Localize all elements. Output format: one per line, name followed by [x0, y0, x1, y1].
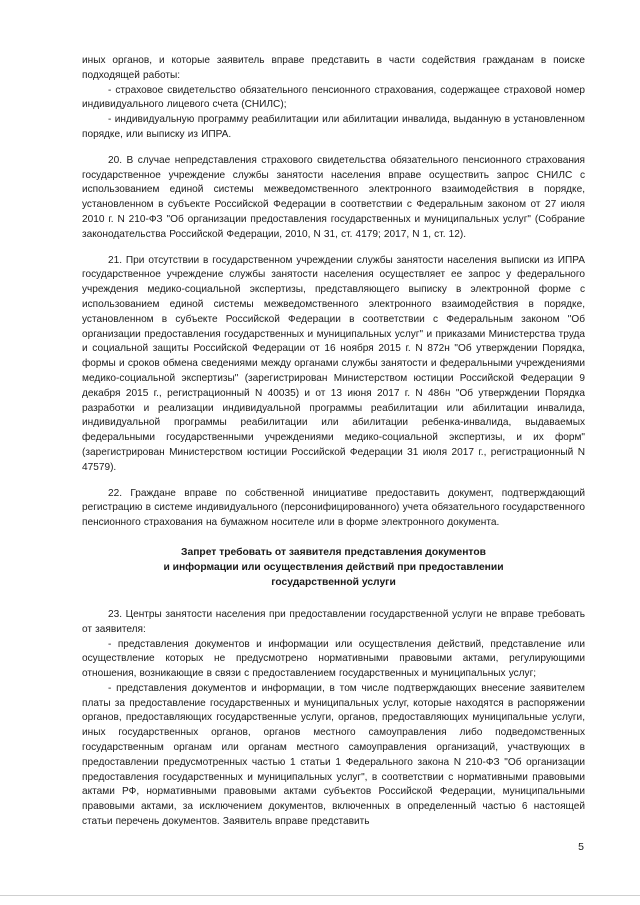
section-heading: [82, 545, 585, 590]
list-item-ipra: - индивидуальную программу реабилитации или абилитации инвалида, выданную в установленном порядке, или выписку из ИПРА.: [82, 114, 585, 140]
list-item-payment: - представления документов и информации, в том числе подтверждающих внесение заявителем платы за предоставление государственных и муниципальных услуг, которые находятся в распоряжении органов, предоставляющих государственные услуги, органов, предоставляющих муниципальные услуги, иных государственных органов, органов местного самоуправления либо подведомственных государственным органам или органам местного самоуправления организаций, участвующих в предоставлении предусмотренных частью 1 статьи 1 Федерального закона N 210-ФЗ "Об организации предоставления государственных и муниципальных услуг", в соответствии с нормативными правовыми актами РФ, нормативными правовыми актами субъектов Российской Федерации, муниципальными правовыми актами, за исключением документов, включенных в определенный частью 6 настоящей статьи перечень документов. Заявитель вправе представить: [82, 682, 585, 828]
paragraph-23: 23. Центры занятости населения при предоставлении государственной услуги не вправе требовать от заявителя:: [82, 608, 585, 635]
section-heading-line-3: государственной услуги: [271, 576, 396, 588]
paragraph-continuation: иных органов, и которые заявитель вправе представить в части содействия гражданам в поиске подходящей работы:: [82, 55, 585, 81]
paragraph-21: 21. При отсутствии в государственном учреждении службы занятости населения выписки из ИПРА государственное учреждение службы занятости населения осуществляет ее запрос у федерального учреждения медико-социальной экспертизы, представляющего выписку в электронной форме с использованием единой системы межведомственного электронного взаимодействия в порядке, установленном в субъекте Российской Федерации в соответствии с Федеральным законом "Об организации предоставления государственных и муниципальных услуг" и приказами Министерства труда и социальной защиты Российской Федерации от 16 ноября 2015 г. N 872н "Об утверждении Порядка, формы и сроков обмена сведениями между органами службы занятости и федеральными учреждениями медико-социальной экспертизы" (зарегистрирован Министерством юстиции Российской Федерации 9 декабря 2015 г., регистрационный N 40035) и от 13 июня 2017 г. N 486н "Об утверждении Порядка разработки и реализации индивидуальной программы реабилитации или абилитации инвалида, индивидуальной программы реабилитации или абилитации ребенка-инвалида, выдаваемых федеральными государственными учреждениями медико-социальной экспертизы, и их форм" (зарегистрирован Министерством юстиции Российской Федерации 31 июля 2017 г., регистрационный N 47579).: [82, 254, 585, 473]
section-heading-line-1: Запрет требовать от заявителя представления документов: [181, 546, 486, 558]
list-item-documents: - представления документов и информации или осуществления действий, представление или осуществление которых не предусмотрено нормативными правовыми актами, регулирующими отношения, возникающие в связи с предоставлением государственных и муниципальных услуг;: [82, 638, 585, 680]
paragraph-20: 20. В случае непредставления страхового свидетельства обязательного пенсионного страхования государственное учреждение службы занятости населения вправе осуществить запрос СНИЛС с использованием единой системы межведомственного электронного взаимодействия в порядке, установленном в субъекте Российской Федерации в соответствии с Федеральным законом от 27 июля 2010 г. N 210-ФЗ "Об организации предоставления государственных и муниципальных услуг" (Собрание законодательства Российской Федерации, 2010, N 31, ст. 4179; 2017, N 1, ст. 12).: [82, 154, 585, 240]
list-item-snils: - страховое свидетельство обязательного пенсионного страхования, содержащее страховой номер индивидуального лицевого счета (СНИЛС);: [82, 84, 585, 111]
section-heading-line-2: и информации или осуществления действий при предоставлении: [163, 561, 504, 573]
scan-edge-divider: [0, 895, 640, 896]
page-number: 5: [578, 841, 584, 853]
paragraph-22: 22. Граждане вправе по собственной инициативе предоставить документ, подтверждающий регистрацию в системе индивидуального (персонифицированного) учета обязательного государственного пенсионного страхования на бумажном носителе или в форме электронного документа.: [82, 487, 585, 529]
